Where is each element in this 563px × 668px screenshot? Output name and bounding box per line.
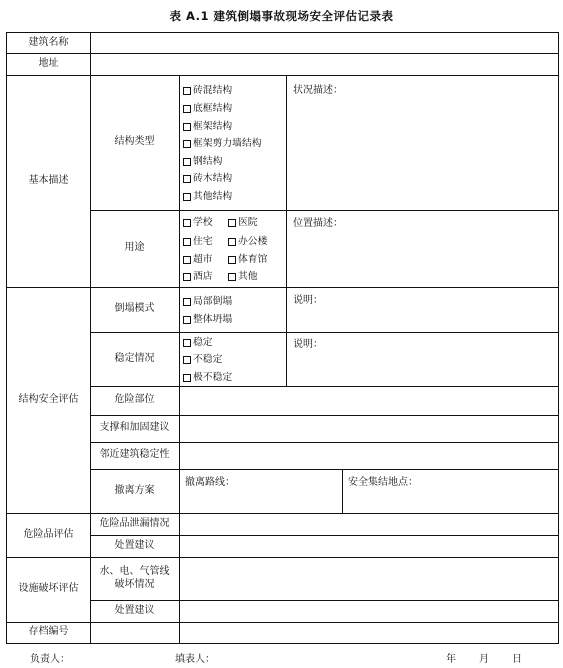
facility-disposal-label: 处置建议 xyxy=(114,604,155,616)
checkbox-icon xyxy=(183,374,191,382)
stability-label: 稳定情况 xyxy=(114,352,155,364)
hazmat-leak-label: 危险品泄漏情况 xyxy=(99,517,170,529)
responsible-label: 负责人： xyxy=(30,654,70,665)
collapse-option[interactable]: 整体坍塌 xyxy=(183,315,232,325)
checkbox-icon xyxy=(183,105,191,113)
usage-label: 用途 xyxy=(124,242,145,254)
checkbox-icon xyxy=(183,238,191,246)
checkbox-icon xyxy=(183,158,191,166)
usage-option[interactable]: 住宅 xyxy=(183,237,213,247)
collapse-option[interactable]: 局部倒塌 xyxy=(183,297,232,307)
danger-part-label: 危险部位 xyxy=(114,394,155,406)
structure-option[interactable]: 框架结构 xyxy=(183,122,232,132)
evac-plan-label: 撤离方案 xyxy=(114,484,155,496)
address-label: 地址 xyxy=(38,57,59,69)
condition-desc-label: 状况描述： xyxy=(293,85,343,96)
checkbox-icon xyxy=(183,175,191,183)
structure-option[interactable]: 砖木结构 xyxy=(183,174,232,184)
basic-desc-label: 基本描述 xyxy=(28,174,69,186)
checkbox-icon xyxy=(183,123,191,131)
checkbox-icon xyxy=(228,219,236,227)
structure-option[interactable]: 框架剪力墙结构 xyxy=(183,139,262,149)
usage-option[interactable]: 医院 xyxy=(228,218,258,228)
usage-option[interactable]: 其他 xyxy=(228,272,258,282)
stability-option[interactable]: 稳定 xyxy=(183,338,213,348)
column-divider xyxy=(342,469,343,513)
year-label: 年 xyxy=(446,654,456,665)
structure-option[interactable]: 其他结构 xyxy=(183,192,232,202)
checkbox-icon xyxy=(183,356,191,364)
hazmat-eval-label: 危险品评估 xyxy=(23,528,74,540)
collapse-mode-label: 倒塌模式 xyxy=(114,303,155,315)
checkbox-icon xyxy=(183,339,191,347)
day-label: 日 xyxy=(512,654,522,665)
support-label: 支撑和加固建议 xyxy=(99,422,170,434)
hazmat-disposal-label: 处置建议 xyxy=(114,539,155,551)
utilities-line-1: 水、电、气管线 xyxy=(99,566,170,577)
adjacent-label: 邻近建筑稳定性 xyxy=(99,449,170,461)
assessment-form xyxy=(6,32,559,644)
checkbox-icon xyxy=(183,298,191,306)
structure-option[interactable]: 底框结构 xyxy=(183,104,232,114)
month-label: 月 xyxy=(479,654,489,665)
usage-option[interactable]: 体育馆 xyxy=(228,255,267,265)
utilities-label xyxy=(90,557,179,600)
checkbox-icon xyxy=(183,193,191,201)
structure-type-label: 结构类型 xyxy=(114,136,155,148)
archive-no-label: 存档编号 xyxy=(28,626,69,638)
checkbox-icon xyxy=(183,140,191,148)
column-divider xyxy=(179,75,180,643)
evac-route-label: 撤离路线： xyxy=(185,477,235,488)
column-divider xyxy=(286,75,287,387)
usage-option[interactable]: 学校 xyxy=(183,218,213,228)
checkbox-icon xyxy=(228,256,236,264)
checkbox-icon xyxy=(183,316,191,324)
checkbox-icon xyxy=(228,238,236,246)
filler-label: 填表人： xyxy=(175,654,215,665)
usage-option[interactable]: 办公楼 xyxy=(228,237,267,247)
stability-note-label: 说明： xyxy=(293,339,323,350)
stability-option[interactable]: 不稳定 xyxy=(183,355,222,365)
stability-option[interactable]: 极不稳定 xyxy=(183,373,232,383)
structure-option[interactable]: 钢结构 xyxy=(183,157,222,167)
location-desc-label: 位置描述： xyxy=(293,218,343,229)
usage-option[interactable]: 酒店 xyxy=(183,272,213,282)
checkbox-icon xyxy=(183,256,191,264)
usage-option[interactable]: 超市 xyxy=(183,255,213,265)
facility-eval-label: 设施破坏评估 xyxy=(18,583,79,595)
assembly-point-label: 安全集结地点： xyxy=(348,477,418,488)
utilities-line-2: 破坏情况 xyxy=(114,578,155,590)
struct-safety-label: 结构安全评估 xyxy=(18,393,79,405)
checkbox-icon xyxy=(183,273,191,281)
collapse-note-label: 说明： xyxy=(293,295,323,306)
checkbox-icon xyxy=(183,87,191,95)
page-title: 表 A.1 建筑倒塌事故现场安全评估记录表 xyxy=(169,9,394,23)
structure-option[interactable]: 砖混结构 xyxy=(183,86,232,96)
building-name-label: 建筑名称 xyxy=(28,36,69,48)
checkbox-icon xyxy=(228,273,236,281)
checkbox-icon xyxy=(183,219,191,227)
